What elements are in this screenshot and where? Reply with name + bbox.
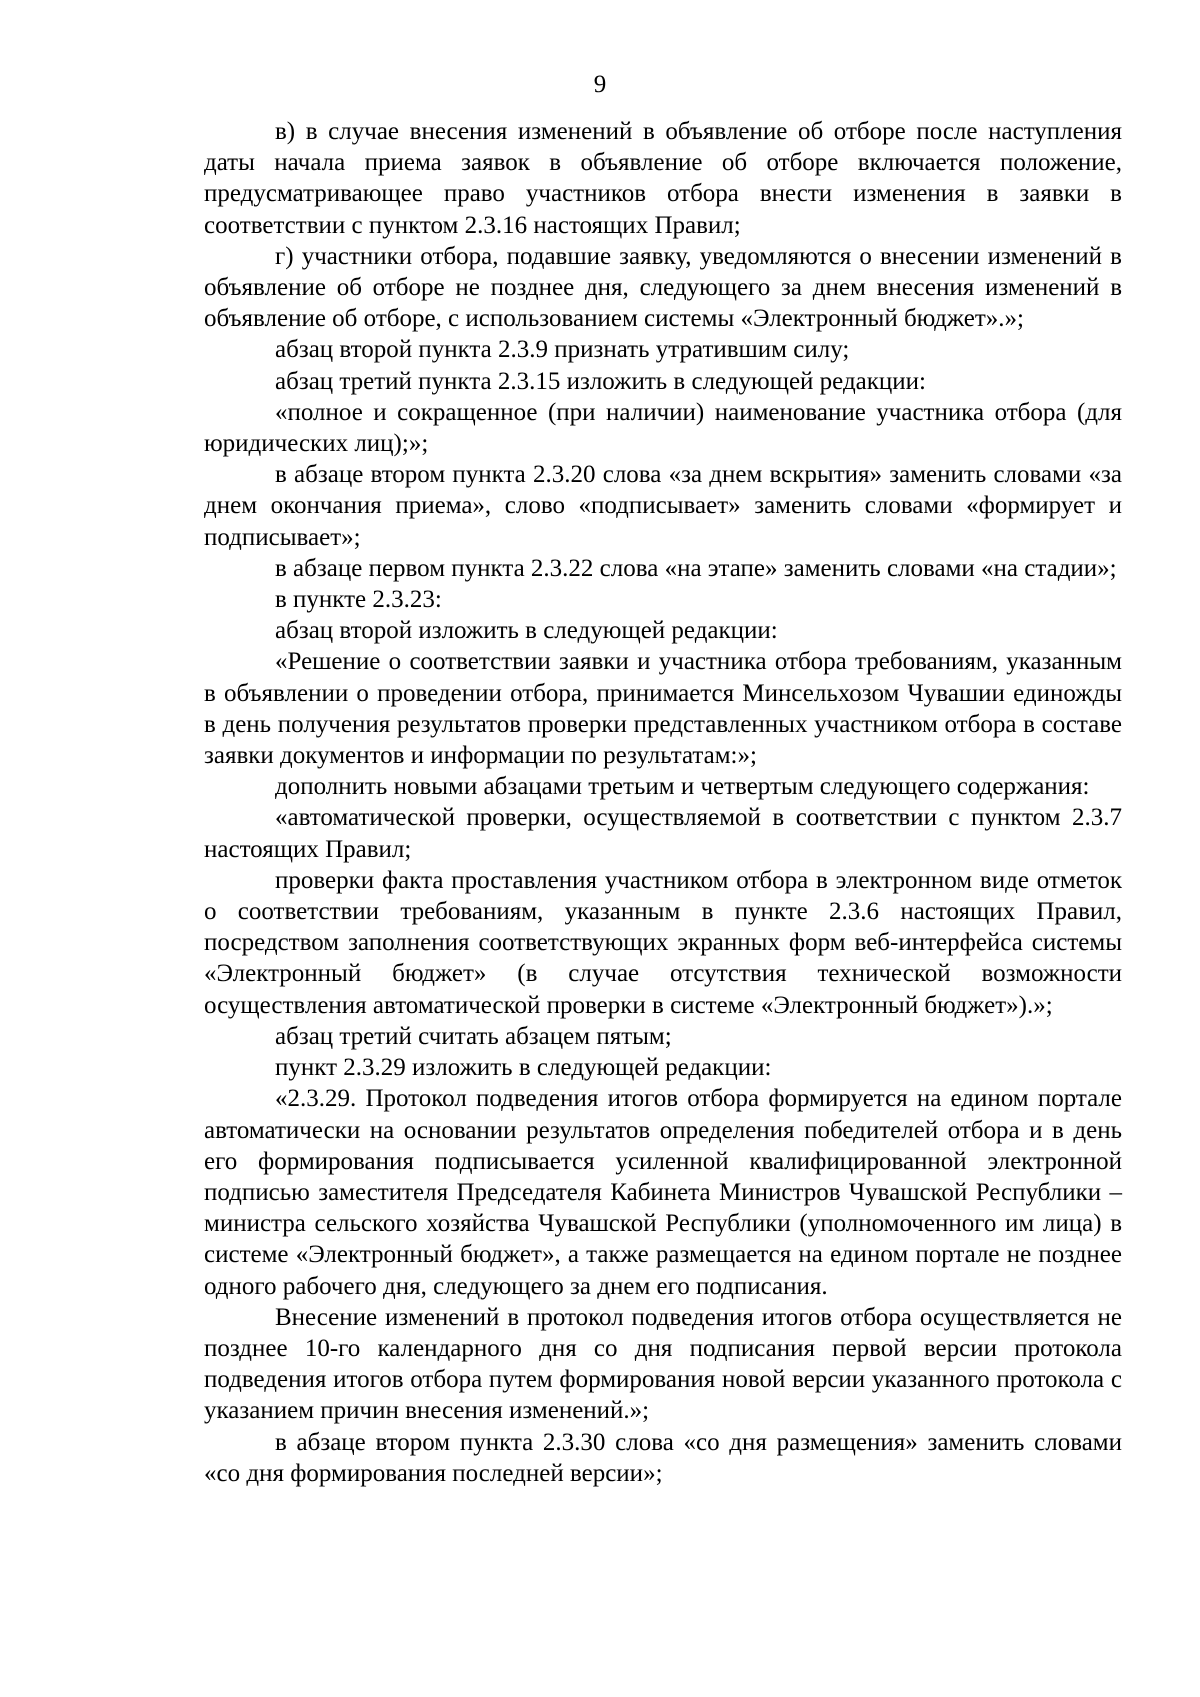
paragraph: в) в случае внесения изменений в объявление об отборе после наступления даты начала приема заявок в объявление об отборе включается положение, предусматривающее право участников отбора внести изменения в заявки в соответствии с пунктом 2.3.16 настоящих Правил; — [204, 118, 1122, 239]
paragraph: в абзаце первом пункта 2.3.22 слова «на этапе» заменить словами «на стадии»; — [275, 554, 1117, 582]
paragraph: «2.3.29. Протокол подведения итогов отбора формируется на едином портале автоматически на основании результатов определения победителей отбора и в день его формирования подписывается усиленной квалифицированной электронной подписью заместителя Председателя Кабинета Министров Чувашской Республики – министра сельского хозяйства Чувашской Республики (уполномоченного им лица) в системе «Электронный бюджет», а также размещается на едином портале не позднее одного рабочего дня, следующего за днем его подписания. — [204, 1085, 1122, 1300]
paragraph: в абзаце втором пункта 2.3.20 слова «за днем вскрытия» заменить словами «за днем окончания приема», слово «подписывает» заменить словами «формирует и подписывает»; — [204, 461, 1122, 551]
paragraph: абзац третий считать абзацем пятым; — [275, 1022, 672, 1050]
paragraph: «автоматической проверки, осуществляемой в соответствии с пунктом 2.3.7 настоящих Правил; — [204, 804, 1122, 863]
paragraph: абзац третий пункта 2.3.15 изложить в следующей редакции: — [275, 367, 926, 395]
paragraph: абзац второй пункта 2.3.9 признать утратившим силу; — [275, 336, 850, 364]
paragraph: абзац второй изложить в следующей редакции: — [275, 617, 778, 645]
paragraph: «полное и сокращенное (при наличии) наименование участника отбора (для юридических лиц);»; — [204, 398, 1122, 458]
paragraph: пункт 2.3.29 изложить в следующей редакции: — [275, 1054, 772, 1082]
page-number: 9 — [593, 71, 607, 98]
document-body — [204, 116, 1122, 1489]
paragraph: дополнить новыми абзацами третьим и четвертым следующего содержания: — [275, 773, 1090, 801]
paragraph: Внесение изменений в протокол подведения итогов отбора осуществляется не позднее 10-го календарного дня со дня подписания первой версии протокола подведения итогов отбора путем формирования новой версии указанного протокола с указанием причин внесения изменений.»; — [204, 1303, 1122, 1425]
paragraph: в абзаце втором пункта 2.3.30 слова «со дня размещения» заменить словами «со дня формирования последней версии»; — [204, 1428, 1122, 1487]
paragraph: г) участники отбора, подавшие заявку, уведомляются о внесении изменений в объявление об отборе не позднее дня, следующего за днем внесения изменений в объявление об отборе, с использованием системы «Электронный бюджет».»; — [204, 242, 1122, 333]
paragraph: «Решение о соответствии заявки и участника отбора требованиям, указанным в объявлении о проведении отбора, принимается Минсельхозом Чувашии единожды в день получения результатов проверки представленных участником отбора в составе заявки документов и информации по результатам:»; — [204, 648, 1122, 770]
paragraph: проверки факта проставления участником отбора в электронном виде отметок о соответствии требованиям, указанным в пункте 2.3.6 настоящих Правил, посредством заполнения соответствующих экранных форм веб-интерфейса системы «Электронный бюджет» (в случае отсутствия технической возможности осуществления автоматической проверки в системе «Электронный бюджет»).»; — [204, 866, 1122, 1019]
paragraph: в пункте 2.3.23: — [275, 586, 442, 614]
